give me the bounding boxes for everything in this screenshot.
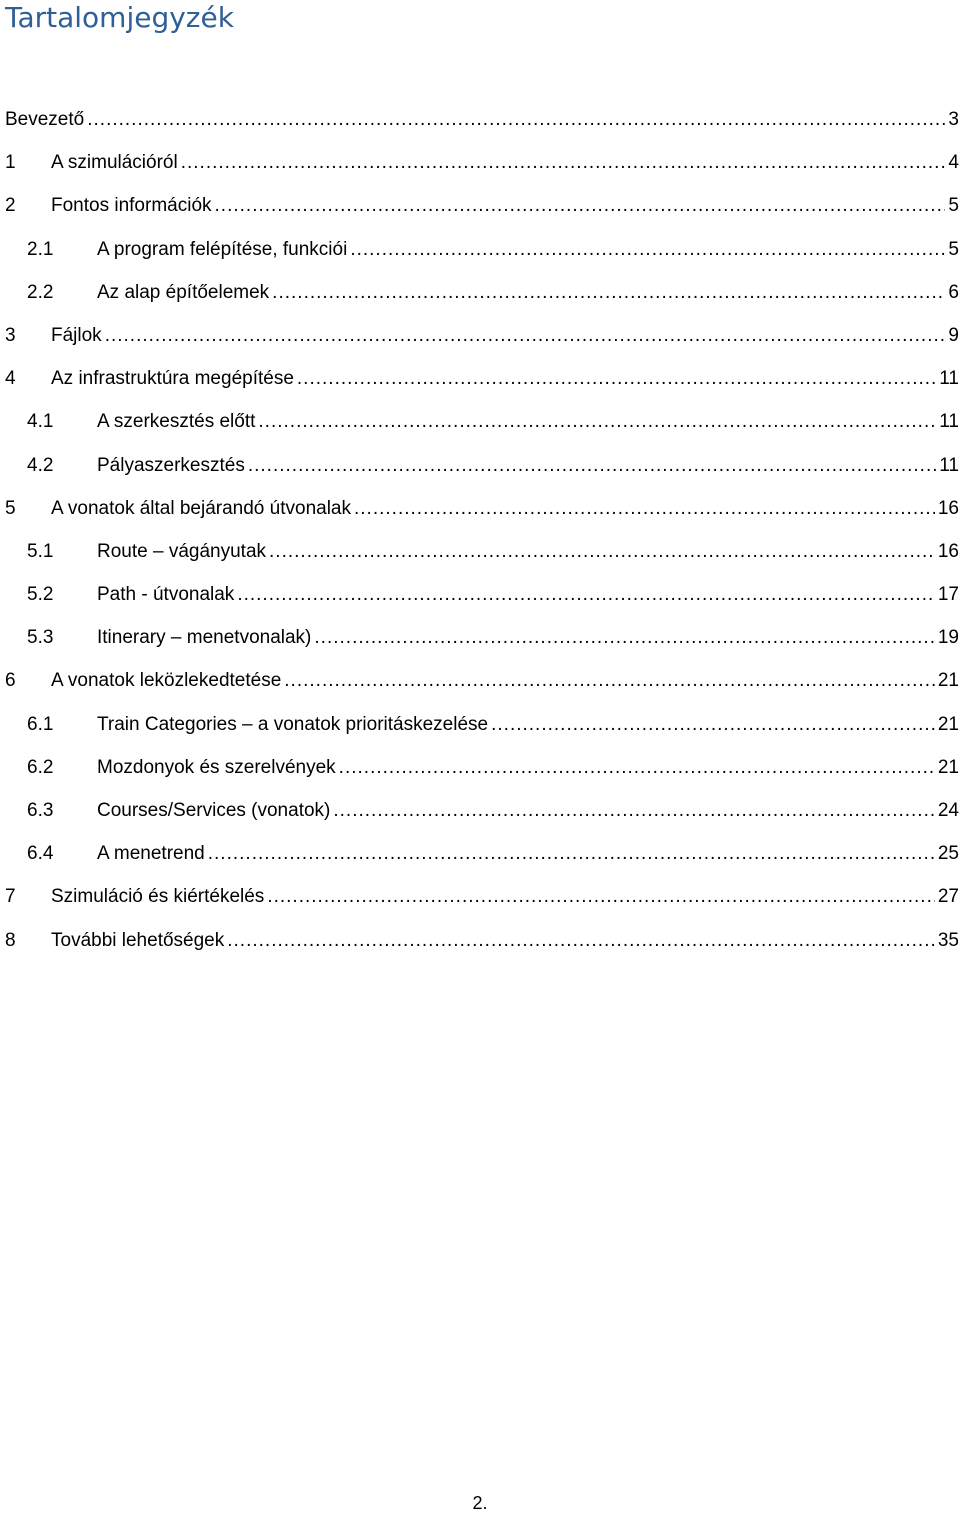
toc-entry-title: A szimulációról	[51, 152, 178, 174]
toc-entry-page: 3	[948, 109, 959, 130]
toc-entry-page: 16	[937, 540, 959, 562]
toc-entry-page: 17	[937, 584, 959, 606]
toc-dot-leader	[87, 98, 945, 141]
toc-entry-number: 4.2	[27, 454, 54, 476]
toc-entry-number: 6.2	[27, 756, 54, 778]
toc-entry-number: 6.3	[27, 800, 54, 821]
toc-dot-leader	[181, 141, 946, 184]
toc-dot-leader	[269, 530, 935, 573]
toc-entry-title: A szerkesztés előtt	[97, 411, 256, 433]
toc-entry-bevezeto[interactable]	[5, 98, 959, 141]
toc-dot-leader	[258, 400, 936, 443]
toc-entry-page: 11	[939, 368, 959, 390]
toc-entry-6-1[interactable]	[5, 703, 959, 746]
toc-entry-page: 25	[937, 843, 959, 865]
toc-entry-number: 2	[5, 195, 16, 217]
toc-entry-title: Az alap építőelemek	[97, 281, 270, 303]
toc-entry-page: 16	[937, 497, 959, 519]
toc-entry-title: Szimuláció és kiértékelés	[51, 886, 265, 908]
toc-entry-page: 19	[937, 627, 959, 649]
toc-entry-title: A vonatok leközlekedtetése	[51, 670, 282, 692]
toc-entry-2-1[interactable]	[5, 228, 959, 271]
toc-entry-page: 5	[948, 238, 959, 260]
toc-entry-6[interactable]	[5, 659, 959, 702]
toc-dot-leader	[284, 659, 935, 702]
toc-entry-page: 21	[937, 670, 959, 692]
toc-entry-title: Path - útvonalak	[97, 584, 235, 606]
toc-entry-6-4[interactable]	[5, 832, 959, 875]
toc-entry-title: Courses/Services (vonatok)	[97, 800, 331, 821]
toc-entry-title: Mozdonyok és szerelvények	[97, 756, 336, 778]
toc-entry-6-3[interactable]	[5, 789, 959, 832]
toc-entry-page: 5	[948, 195, 959, 217]
toc-entry-title: A vonatok által bejárandó útvonalak	[51, 497, 351, 519]
toc-entry-title: Route – vágányutak	[97, 540, 267, 562]
toc-dot-leader	[339, 746, 935, 789]
toc-entry-page: 24	[937, 800, 959, 821]
toc-entry-page: 35	[937, 929, 959, 951]
toc-entry-1[interactable]	[5, 141, 959, 184]
toc-entry-number: 2.1	[27, 238, 54, 260]
toc-dot-leader	[272, 271, 945, 314]
toc-entry-2[interactable]	[5, 184, 959, 227]
toc-dot-leader	[227, 919, 935, 962]
toc-dot-leader	[350, 228, 945, 271]
toc-entry-number: 2.2	[27, 281, 54, 303]
table-of-contents	[5, 98, 959, 962]
toc-entry-number: 6.1	[27, 713, 54, 735]
toc-dot-leader	[208, 832, 935, 875]
toc-entry-page: 6	[948, 281, 959, 303]
toc-entry-4-1[interactable]	[5, 400, 959, 443]
toc-entry-6-2[interactable]	[5, 746, 959, 789]
toc-entry-number: 5	[5, 497, 16, 519]
toc-entry-number: 5.2	[27, 584, 54, 606]
toc-entry-number: 4.1	[27, 411, 54, 433]
toc-entry-5-3[interactable]	[5, 616, 959, 659]
toc-entry-number: 1	[5, 152, 16, 174]
toc-entry-title: Bevezető	[5, 109, 85, 130]
toc-dot-leader	[237, 573, 935, 616]
toc-dot-leader	[105, 314, 946, 357]
toc-entry-5-2[interactable]	[5, 573, 959, 616]
toc-dot-leader	[333, 789, 934, 832]
toc-entry-4-2[interactable]	[5, 444, 959, 487]
toc-entry-2-2[interactable]	[5, 271, 959, 314]
page-title: Tartalomjegyzék	[5, 1, 234, 34]
toc-entry-title: Az infrastruktúra megépítése	[51, 368, 294, 390]
toc-entry-title: Fontos információk	[51, 195, 212, 217]
toc-entry-title: További lehetőségek	[51, 929, 225, 951]
toc-entry-title: Pályaszerkesztés	[97, 454, 245, 476]
toc-dot-leader	[491, 703, 935, 746]
toc-dot-leader	[267, 875, 935, 918]
toc-entry-5-1[interactable]	[5, 530, 959, 573]
toc-entry-number: 5.1	[27, 540, 54, 562]
toc-entry-page: 9	[948, 324, 959, 346]
toc-entry-page: 4	[948, 152, 959, 174]
toc-entry-title: A program felépítése, funkciói	[97, 238, 348, 260]
page-number: 2.	[472, 1493, 488, 1513]
toc-dot-leader	[215, 184, 946, 227]
toc-entry-3[interactable]	[5, 314, 959, 357]
toc-entry-8[interactable]	[5, 919, 959, 962]
toc-entry-title: A menetrend	[97, 843, 205, 865]
toc-dot-leader	[354, 487, 935, 530]
toc-entry-page: 21	[937, 713, 959, 735]
toc-entry-title: Fájlok	[51, 324, 102, 346]
toc-entry-page: 11	[939, 454, 959, 476]
toc-entry-number: 3	[5, 324, 16, 346]
toc-entry-number: 4	[5, 368, 16, 390]
toc-entry-number: 5.3	[27, 627, 54, 649]
toc-dot-leader	[297, 357, 936, 400]
toc-entry-number: 6.4	[27, 843, 54, 865]
toc-dot-leader	[248, 444, 936, 487]
toc-entry-number: 6	[5, 670, 16, 692]
toc-entry-page: 11	[939, 411, 959, 433]
toc-entry-title: Train Categories – a vonatok prioritáskezelése	[97, 713, 489, 735]
toc-entry-title: Itinerary – menetvonalak)	[97, 627, 312, 649]
toc-entry-5[interactable]	[5, 487, 959, 530]
toc-entry-7[interactable]	[5, 875, 959, 918]
toc-entry-4[interactable]	[5, 357, 959, 400]
toc-entry-page: 27	[937, 886, 959, 908]
toc-entry-page: 21	[937, 756, 959, 778]
toc-entry-number: 8	[5, 929, 16, 951]
toc-dot-leader	[314, 616, 934, 659]
toc-entry-number: 7	[5, 886, 16, 908]
